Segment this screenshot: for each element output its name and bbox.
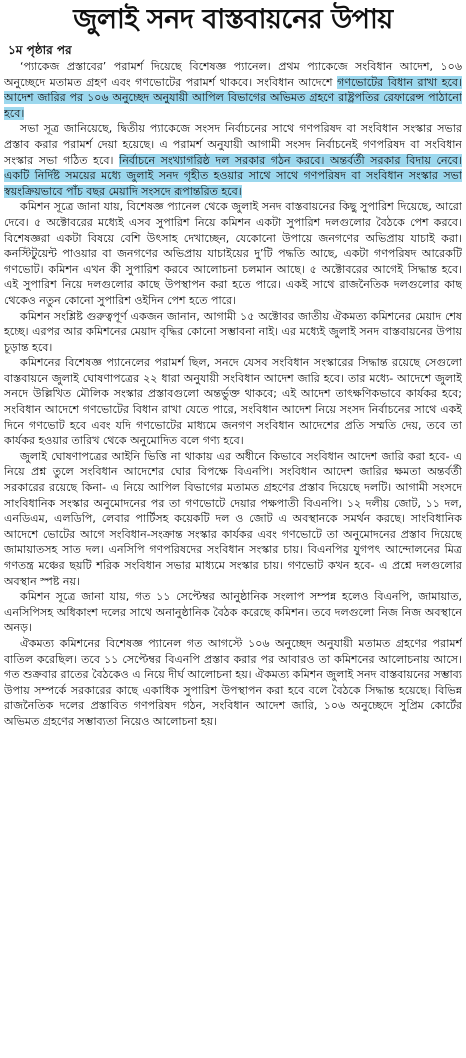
article-paragraph — [4, 199, 462, 308]
highlighted-text: গণভোটের বিধান রাখা হবে। আদেশ জারির পর ১০৬ অনুচ্ছেদ অনুযায়ী আপিল বিভাগের অভিমত গ্রহণে রাষ্ট্রপতির রেফারেন্স পাঠানো হবে। — [4, 75, 462, 120]
article-paragraph — [4, 121, 462, 199]
paragraph-text: কমিশনের বিশেষজ্ঞ প্যানেলের পরামর্শ ছিল, সনদে যেসব সংবিধান সংস্কারের সিদ্ধান্ত রয়েছে সেগুলো বাস্তবায়নে জুলাই ঘোষণাপত্রের ২২ ধারা অনুযায়ী সংবিধান আদেশ জারি হবে। তার মধ্যে- আদেশে জুলাই সনদে উল্লিখিত মৌলিক সংস্কার প্রস্তাবগুলো অন্তর্ভুক্ত থাকবে; এই আদেশ তাৎক্ষণিকভাবে কার্যকর হবে; সংবিধান আদেশে গণভোটের বিধান রাখা যেতে পারে, সংবিধান আদেশ নিয়ে সংসদ নির্বাচনের সাথে একই দিনে গণভোট হবে এবং যদি গণভোটের মাধ্যমে জনগণ সংবিধান আদেশের প্রতি সম্মতি দেয়, তবে তা কার্যকর হওয়ার তারিখ থেকে অনুমোদিত বলে গণ্য হবে। — [4, 356, 462, 448]
newspaper-clipping — [0, 2, 466, 1058]
article-paragraph — [4, 309, 462, 356]
paragraph-text: সভা সূত্র জানিয়েছে, দ্বিতীয় প্যাকেজে সংসদ নির্বাচনের সাথে গণপরিষদ বা সংবিধান সংস্কার সভার প্রস্তাব করার পরামর্শ দেয়া হয়েছে। এ পরামর্শ অনুযায়ী আগামী সংসদ নির্বাচনেই গণপরিষদ বা সংবিধান সংস্কার সভা গঠিত হবে। — [4, 122, 462, 167]
article-paragraph — [4, 59, 462, 121]
paragraph-text: কমিশন সূত্রে জানা যায়, গত ১১ সেপ্টেম্বর আনুষ্ঠানিক সংলাপ সম্পন্ন হলেও বিএনপি, জামায়াত, এনসিপিসহ অধিকাংশ দলের সাথে অনানুষ্ঠানিক বৈঠক করেছে কমিশন। তবে দলগুলো নিজ নিজ অবস্থানে অনড়। — [4, 590, 462, 635]
article-paragraph — [4, 449, 462, 589]
paragraph-text: ঐকমত্য কমিশনের বিশেষজ্ঞ প্যানেল গত আগস্টে ১০৬ অনুচ্ছেদ অনুযায়ী মতামত গ্রহণের পরামর্শ বাতিল করেছিল। তবে ১১ সেপ্টেম্বর বিএনপি প্রস্তাব করার পর আবারও তা কমিশনের আলোচনায় আসে। গত শুক্রবার রাতের বৈঠকেও এ নিয়ে দীর্ঘ আলোচনা হয়। ঐকমত্য কমিশন জুলাই সনদ বাস্তবায়নের সম্ভাব্য উপায় সম্পর্কে সরকারের কাছে একাধিক সুপারিশ উপস্থাপন করা হবে বলে বৈঠকে সিদ্ধান্ত হয়েছে। বিভিন্ন রাজনৈতিক দলের প্রস্তাবিত গণপরিষদ গঠন, সংবিধান আদেশ জারি, ১০৬ অনুচ্ছেদে সুপ্রিম কোর্টের অভিমত গ্রহণের সম্ভাব্যতা নিয়েও আলোচনা হয়। — [4, 636, 462, 728]
article-paragraph — [4, 636, 462, 730]
highlighted-text: নির্বাচনে সংখ্যাগরিষ্ঠ দল সরকার গঠন করবে। অন্তর্বর্তী সরকার বিদায় নেবে। একটি নির্দিষ্ট সময়ের মধ্যে জুলাই সনদ গৃহীত হওয়ার সাথে সাথে গণপরিষদ বা সংবিধান সংস্কার সভা স্বয়ংক্রিয়ভাবে পাঁচ বছর মেয়াদি সংসদে রূপান্তরিত হবে। — [4, 153, 462, 198]
continued-from-page-1: ১ম পৃষ্ঠার পর — [8, 43, 72, 57]
paragraph-text: কমিশন সূত্রে জানা যায়, বিশেষজ্ঞ প্যানেল থেকে জুলাই সনদ বাস্তবায়নের কিছু সুপারিশ দিয়েছে, আরো দেবে। ৫ অক্টোবরের মধ্যেই এসব সুপারিশ নিয়ে কমিশন একটা সুপারিশ দলগুলোর বৈঠকে পেশ করবে। বিশেষজ্ঞরা একটা বিষয়ে বেশি উৎসাহ দেখাচ্ছেন, যেকোনো উপায়ে জনগণের অভিপ্রায় যাচাই করা। কনস্টিটুয়েন্ট পাওয়ার বা জনগণের অভিপ্রায় যাচাইয়ের দু’টি পদ্ধতি আছে, একটা গণপরিষদ আরেকটি গণভোট। কমিশন এখন কী সুপারিশ করবে আলোচনা চলমান আছে। ৫ অক্টোবরের আগেই সিদ্ধান্ত হবে। এই সুপারিশ নিয়ে দলগুলোর কাছে উপস্থাপন করা হতে পারে। একই সাথে রাজনৈতিক দলগুলোর কাছ থেকেও নতুন কোনো সুপারিশ ওইদিন পেশ হতে পারে। — [4, 200, 462, 307]
paragraph-text: কমিশন সংশ্লিষ্ট গুরুত্বপূর্ণ একজন জানান, আগামী ১৫ অক্টোবর জাতীয় ঐকমত্য কমিশনের মেয়াদ শেষ হচ্ছে। এরপর আর কমিশনের মেয়াদ বৃদ্ধির কোনো সম্ভাবনা নাই। এর মধ্যেই জুলাই সনদ বাস্তবায়নের উপায় চূড়ান্ত হবে। — [4, 309, 462, 354]
paragraph-text: জুলাই ঘোষণাপত্রের আইনি ভিত্তি না থাকায় এর অধীনে কিভাবে সংবিধান আদেশ জারি করা হবে- এ নিয়ে প্রশ্ন তুলে সংবিধান আদেশের ঘোর বিপক্ষে বিএনপি। সংবিধান আদেশ জারির ক্ষমতা অন্তর্বর্তী সরকারের রয়েছে কিনা- এ নিয়ে আপিল বিভাগের মতামত গ্রহণের প্রস্তাব দিয়েছে দলটি। আগামী সংসদে সাংবিধানিক সংস্কার অনুমোদনের পর তা গণভোটে দেয়ার পক্ষপাতী বিএনপি। ১২ দলীয় জোট, ১১ দল, এনডিএম, এলডিপি, লেবার পার্টিসহ কয়েকটি দল ও জোট এ অবস্থানকে সমর্থন করছে। সাংবিধানিক আদেশে ভোটের আগে সংবিধান-সংক্রান্ত সংস্কার কার্যকর এবং গণভোটে তা অনুমোদনের প্রস্তাব দিয়েছে জামায়াতসহ সাত দল। এনসিপি গণপরিষদের সংবিধান সংস্কার চায়। বিএনপির যুগপৎ আন্দোলনের মিত্র গণতন্ত্র মঞ্চের ছয়টি শরিক সংবিধান সভার মাধ্যমে সংস্কার চায়। গণভোট কখন হবে- এ প্রশ্নে দলগুলোর অবস্থান স্পষ্ট নয়। — [4, 449, 462, 588]
paragraph-text: ‘প্যাকেজ প্রস্তাবের’ পরামর্শ দিয়েছে বিশেষজ্ঞ প্যানেল। প্রথম প্যাকেজে সংবিধান আদেশ, ১০৬ অনুচ্ছেদে মতামত গ্রহণ এবং গণভোটের পরামর্শ থাকবে। সংবিধান আদেশে — [4, 60, 462, 89]
headline: জুলাই সনদ বাস্তবায়নের উপায় — [73, 4, 393, 35]
article-body — [4, 59, 462, 730]
article-paragraph — [4, 355, 462, 449]
article-paragraph — [4, 589, 462, 636]
